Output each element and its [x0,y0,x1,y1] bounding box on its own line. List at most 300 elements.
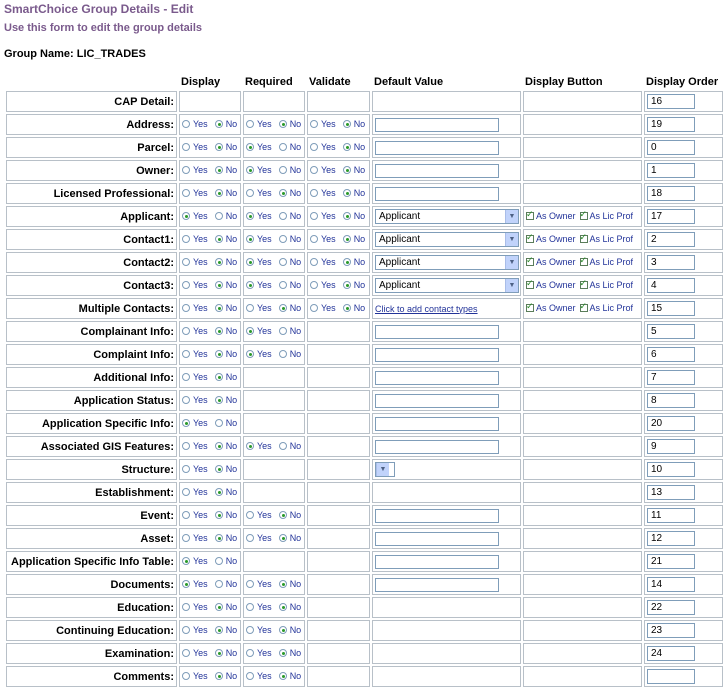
display-radio-group [182,441,241,451]
display-order-cell [644,459,723,480]
radio-yes-label: Yes [257,671,272,681]
display-no-radio[interactable] [215,672,223,680]
display-no-radio[interactable] [215,442,223,450]
radio-yes-label: Yes [257,326,272,336]
required-no-radio[interactable] [279,143,287,151]
display-no-radio[interactable] [215,557,223,565]
display-yes-radio[interactable] [182,235,190,243]
validate-no-radio[interactable] [343,304,351,312]
radio-no-label: No [225,188,238,198]
display-yes-radio[interactable] [182,373,190,381]
validate-yes-radio[interactable] [310,258,318,266]
required-no-radio[interactable] [279,350,287,358]
required-cell [243,574,305,595]
display-order-input[interactable]: 24 [647,646,695,661]
display-no-radio[interactable] [215,166,223,174]
radio-yes-label: Yes [257,303,272,313]
validate-no-radio[interactable] [343,120,351,128]
required-yes-radio[interactable] [246,511,254,519]
radio-no-label: No [289,119,302,129]
radio-no-label: No [225,464,238,474]
display-no-radio[interactable] [215,649,223,657]
validate-cell [307,551,370,572]
display-cell [179,183,241,204]
display-yes-radio[interactable] [182,580,190,588]
default-value-select[interactable] [375,232,519,247]
required-yes-radio[interactable] [246,626,254,634]
display-button-cell [523,298,642,319]
radio-yes-label: Yes [321,257,336,267]
display-order-cell [644,298,723,319]
as-lic-prof-checkbox[interactable] [580,211,634,221]
radio-no-label: No [225,280,238,290]
required-radio-group [246,303,305,313]
as-lic-prof-checkbox[interactable] [580,303,634,313]
radio-yes-label: Yes [257,234,272,244]
display-no-radio[interactable] [215,488,223,496]
table-row [6,390,723,411]
display-yes-radio[interactable] [182,327,190,335]
display-cell [179,505,241,526]
display-radio-group [182,188,241,198]
radio-no-label: No [225,303,238,313]
display-yes-radio[interactable] [182,396,190,404]
required-cell [243,620,305,641]
display-yes-radio[interactable] [182,189,190,197]
required-no-radio[interactable] [279,534,287,542]
validate-yes-radio[interactable] [310,281,318,289]
display-no-radio[interactable] [215,189,223,197]
row-label: Licensed Professional: [6,183,177,204]
required-no-radio[interactable] [279,235,287,243]
default-value-input[interactable] [375,348,499,362]
as-owner-label: As Owner [536,280,576,290]
display-cell [179,275,241,296]
default-value-select[interactable] [375,462,395,477]
radio-no-label: No [289,625,302,635]
required-yes-radio[interactable] [246,212,254,220]
display-yes-radio[interactable] [182,534,190,542]
display-radio-group [182,625,241,635]
validate-yes-radio[interactable] [310,143,318,151]
display-order-input[interactable]: 21 [647,554,695,569]
radio-yes-label: Yes [193,280,208,290]
radio-no-label: No [289,671,302,681]
display-yes-radio[interactable] [182,258,190,266]
row-label: Establishment: [6,482,177,503]
display-order-input[interactable]: 0 [647,140,695,155]
validate-radio-group [310,142,370,152]
table-row [6,551,723,572]
display-cell [179,597,241,618]
display-order-input[interactable]: 9 [647,439,695,454]
required-no-radio[interactable] [279,511,287,519]
validate-yes-radio[interactable] [310,235,318,243]
display-button-cell [523,620,642,641]
display-order-input[interactable]: 23 [647,623,695,638]
as-owner-checkbox[interactable] [526,257,576,267]
validate-no-radio[interactable] [343,189,351,197]
required-no-radio[interactable] [279,580,287,588]
required-yes-radio[interactable] [246,258,254,266]
validate-no-radio[interactable] [343,235,351,243]
display-no-radio[interactable] [215,235,223,243]
default-value-input[interactable] [375,164,499,178]
display-order-cell [644,390,723,411]
table-row [6,505,723,526]
as-lic-prof-checkbox[interactable] [580,280,634,290]
display-yes-radio[interactable] [182,143,190,151]
validate-no-radio[interactable] [343,166,351,174]
default-value-select[interactable] [375,255,519,270]
validate-yes-radio[interactable] [310,189,318,197]
default-value-input[interactable] [375,509,499,523]
as-lic-prof-checkbox[interactable] [580,257,634,267]
radio-yes-label: Yes [257,579,272,589]
display-yes-radio[interactable] [182,166,190,174]
display-order-input[interactable]: 1 [647,163,695,178]
display-yes-radio[interactable] [182,419,190,427]
validate-cell [307,137,370,158]
display-no-radio[interactable] [215,143,223,151]
display-order-input[interactable]: 20 [647,416,695,431]
radio-no-label: No [225,602,238,612]
table-row [6,252,723,273]
display-button-cell [523,597,642,618]
display-no-radio[interactable] [215,396,223,404]
display-no-radio[interactable] [215,534,223,542]
default-value-cell [372,275,521,296]
display-button-cell [523,436,642,457]
required-no-radio[interactable] [279,120,287,128]
required-cell [243,459,305,480]
required-yes-radio[interactable] [246,166,254,174]
display-order-input[interactable]: 3 [647,255,695,270]
required-no-radio[interactable] [279,442,287,450]
display-cell [179,436,241,457]
display-no-radio[interactable] [215,212,223,220]
default-value-select[interactable] [375,209,519,224]
radio-yes-label: Yes [193,579,208,589]
validate-radio-group [310,119,370,129]
chevron-down-icon: ▼ [376,463,389,476]
validate-no-radio[interactable] [343,281,351,289]
display-yes-radio[interactable] [182,649,190,657]
radio-yes-label: Yes [257,280,272,290]
row-label: Application Status: [6,390,177,411]
default-value-input[interactable] [375,371,499,385]
display-no-radio[interactable] [215,373,223,381]
required-no-radio[interactable] [279,166,287,174]
default-value-input[interactable] [375,555,499,569]
required-cell [243,528,305,549]
row-label: Continuing Education: [6,620,177,641]
required-yes-radio[interactable] [246,304,254,312]
chevron-down-icon: ▼ [505,233,518,246]
validate-cell [307,114,370,135]
display-order-input[interactable]: 10 [647,462,695,477]
radio-yes-label: Yes [193,211,208,221]
radio-no-label: No [289,257,302,267]
radio-yes-label: Yes [193,625,208,635]
default-value-cell [372,91,521,112]
default-value-select[interactable] [375,278,519,293]
required-cell [243,482,305,503]
default-value-input[interactable] [375,118,499,132]
display-order-input[interactable]: 6 [647,347,695,362]
radio-yes-label: Yes [257,441,272,451]
radio-yes-label: Yes [193,602,208,612]
as-owner-checkbox[interactable] [526,211,576,221]
display-yes-radio[interactable] [182,212,190,220]
add-contact-types-link[interactable]: Click to add contact types [375,303,478,314]
required-yes-radio[interactable] [246,442,254,450]
display-cell [179,551,241,572]
display-order-input[interactable]: 11 [647,508,695,523]
display-yes-radio[interactable] [182,120,190,128]
required-cell [243,160,305,181]
row-label: Associated GIS Features: [6,436,177,457]
validate-cell [307,390,370,411]
default-value-input[interactable] [375,187,499,201]
display-order-cell [644,413,723,434]
display-no-radio[interactable] [215,419,223,427]
required-no-radio[interactable] [279,626,287,634]
display-yes-radio[interactable] [182,281,190,289]
display-yes-radio[interactable] [182,511,190,519]
radio-yes-label: Yes [257,119,272,129]
display-order-input[interactable]: 15 [647,301,695,316]
display-button-cell [523,275,642,296]
validate-no-radio[interactable] [343,143,351,151]
header-field [6,75,177,89]
default-value-input[interactable] [375,578,499,592]
radio-yes-label: Yes [193,234,208,244]
display-order-input[interactable]: 4 [647,278,695,293]
display-yes-radio[interactable] [182,442,190,450]
required-yes-radio[interactable] [246,580,254,588]
display-no-radio[interactable] [215,350,223,358]
table-row [6,137,723,158]
table-row [6,643,723,664]
required-no-radio[interactable] [279,189,287,197]
chevron-down-icon: ▼ [505,279,518,292]
display-no-radio[interactable] [215,465,223,473]
required-cell [243,390,305,411]
default-value-input[interactable] [375,532,499,546]
table-row [6,482,723,503]
display-order-input[interactable]: 12 [647,531,695,546]
display-order-input[interactable]: 7 [647,370,695,385]
checkbox-checked-icon [580,258,588,266]
display-no-radio[interactable] [215,304,223,312]
display-no-radio[interactable] [215,120,223,128]
display-yes-radio[interactable] [182,304,190,312]
default-value-cell [372,620,521,641]
required-yes-radio[interactable] [246,649,254,657]
table-row [6,298,723,319]
radio-yes-label: Yes [193,487,208,497]
display-order-input[interactable]: 13 [647,485,695,500]
display-order-input[interactable]: 2 [647,232,695,247]
group-name-value: LIC_TRADES [76,48,146,60]
display-yes-radio[interactable] [182,488,190,496]
validate-cell [307,298,370,319]
required-radio-group [246,165,305,175]
display-no-radio[interactable] [215,258,223,266]
as-owner-checkbox[interactable] [526,234,576,244]
display-order-input[interactable]: 18 [647,186,695,201]
validate-yes-radio[interactable] [310,166,318,174]
display-cell [179,137,241,158]
row-label: Comments: [6,666,177,687]
required-yes-radio[interactable] [246,327,254,335]
display-no-radio[interactable] [215,327,223,335]
radio-yes-label: Yes [193,533,208,543]
validate-yes-radio[interactable] [310,304,318,312]
validate-cell [307,367,370,388]
required-yes-radio[interactable] [246,143,254,151]
table-header-row [6,75,723,89]
radio-no-label: No [289,648,302,658]
validate-yes-radio[interactable] [310,212,318,220]
display-order-input[interactable]: 5 [647,324,695,339]
radio-no-label: No [289,441,302,451]
group-details-table [4,73,724,689]
table-row [6,229,723,250]
display-no-radio[interactable] [215,580,223,588]
default-value-input[interactable] [375,417,499,431]
row-label: Additional Info: [6,367,177,388]
required-cell [243,666,305,687]
display-order-input[interactable]: 19 [647,117,695,132]
display-cell [179,252,241,273]
radio-yes-label: Yes [193,510,208,520]
display-order-input[interactable]: 14 [647,577,695,592]
validate-cell [307,666,370,687]
required-cell [243,229,305,250]
required-yes-radio[interactable] [246,235,254,243]
chevron-down-icon: ▼ [505,256,518,269]
required-no-radio[interactable] [279,327,287,335]
header-display-button: Display Button [525,76,603,88]
default-value-input[interactable] [375,141,499,155]
as-lic-prof-label: As Lic Prof [589,234,634,244]
required-no-radio[interactable] [279,672,287,680]
validate-radio-group [310,303,370,313]
required-yes-radio[interactable] [246,672,254,680]
radio-no-label: No [225,648,238,658]
required-yes-radio[interactable] [246,534,254,542]
display-cell [179,574,241,595]
display-yes-radio[interactable] [182,626,190,634]
page-title: SmartChoice Group Details - Edit [4,2,194,16]
table-row [6,321,723,342]
display-order-cell [644,620,723,641]
validate-no-radio[interactable] [343,212,351,220]
display-yes-radio[interactable] [182,557,190,565]
chevron-down-icon: ▼ [505,210,518,223]
required-yes-radio[interactable] [246,281,254,289]
radio-yes-label: Yes [193,648,208,658]
checkbox-checked-icon [526,235,534,243]
display-order-input[interactable] [647,669,695,684]
table-row [6,91,723,112]
row-label: Application Specific Info: [6,413,177,434]
required-radio-group [246,349,305,359]
required-yes-radio[interactable] [246,350,254,358]
display-no-radio[interactable] [215,626,223,634]
radio-yes-label: Yes [193,556,208,566]
radio-no-label: No [225,372,238,382]
validate-no-radio[interactable] [343,258,351,266]
required-no-radio[interactable] [279,281,287,289]
required-radio-group [246,280,305,290]
display-order-input[interactable]: 17 [647,209,695,224]
display-button-cell [523,482,642,503]
radio-no-label: No [225,326,238,336]
default-value-selected: Applicant [379,211,421,222]
default-value-input[interactable] [375,440,499,454]
required-no-radio[interactable] [279,649,287,657]
required-no-radio[interactable] [279,603,287,611]
required-cell [243,597,305,618]
required-yes-radio[interactable] [246,120,254,128]
as-owner-checkbox[interactable] [526,303,576,313]
checkbox-checked-icon [580,304,588,312]
display-order-cell [644,367,723,388]
display-yes-radio[interactable] [182,672,190,680]
default-value-cell [372,183,521,204]
validate-cell [307,275,370,296]
display-no-radio[interactable] [215,281,223,289]
display-order-input[interactable]: 16 [647,94,695,109]
required-radio-group [246,602,305,612]
display-order-input[interactable]: 22 [647,600,695,615]
display-yes-radio[interactable] [182,465,190,473]
validate-yes-radio[interactable] [310,120,318,128]
row-label: Owner: [6,160,177,181]
required-no-radio[interactable] [279,304,287,312]
display-no-radio[interactable] [215,603,223,611]
row-label: Complainant Info: [6,321,177,342]
display-order-cell [644,137,723,158]
checkbox-checked-icon [526,281,534,289]
display-cell [179,666,241,687]
display-no-radio[interactable] [215,511,223,519]
radio-no-label: No [289,579,302,589]
required-cell [243,137,305,158]
radio-yes-label: Yes [257,142,272,152]
display-order-input[interactable]: 8 [647,393,695,408]
display-button-cell [523,114,642,135]
radio-yes-label: Yes [193,188,208,198]
required-no-radio[interactable] [279,212,287,220]
default-value-input[interactable] [375,325,499,339]
display-yes-radio[interactable] [182,350,190,358]
default-value-cell [372,114,521,135]
display-yes-radio[interactable] [182,603,190,611]
default-value-input[interactable] [375,394,499,408]
as-lic-prof-checkbox[interactable] [580,234,634,244]
validate-cell [307,597,370,618]
radio-no-label: No [353,234,366,244]
required-yes-radio[interactable] [246,603,254,611]
radio-no-label: No [225,211,238,221]
required-yes-radio[interactable] [246,189,254,197]
required-no-radio[interactable] [279,258,287,266]
as-owner-checkbox[interactable] [526,280,576,290]
